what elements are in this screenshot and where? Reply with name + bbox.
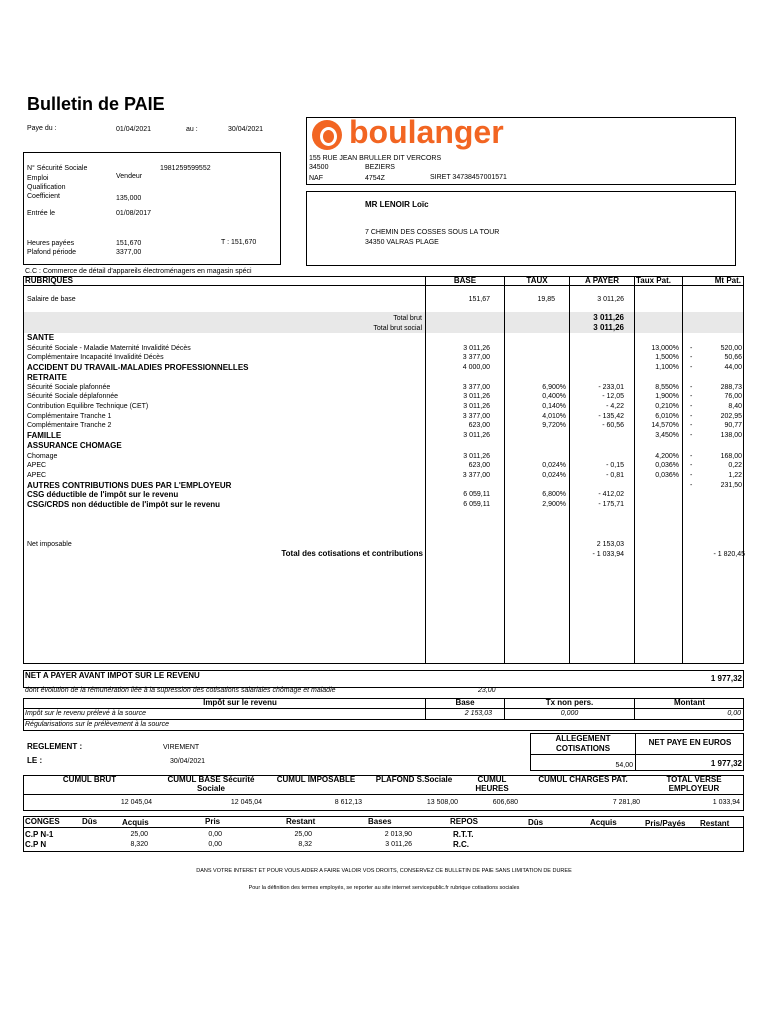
line-a-payer: - 175,71 — [598, 501, 624, 508]
line-label: Sécurité Sociale déplafonnée — [27, 393, 119, 400]
line-label: CSG déductible de l'impôt sur le revenu — [27, 490, 179, 499]
line-base: 3 011,26 — [463, 453, 490, 460]
line-taux-pat: 13,000% — [651, 345, 679, 352]
line-mt-pat: 44,00 — [724, 364, 742, 371]
line-taux-pat: 4,200% — [655, 453, 679, 460]
net-imposable-label: Net imposable — [27, 541, 72, 548]
cumul-value: 13 508,00 — [426, 799, 458, 806]
au-label: au : — [186, 126, 198, 133]
cumul-value: 606,680 — [492, 799, 518, 806]
cumul-header: CUMUL BASE Sécurité Sociale — [167, 775, 255, 793]
line-dash: - — [690, 472, 693, 479]
line-taux-pat: 1,500% — [655, 354, 679, 361]
line-label: Contribution Equilibre Technique (CET) — [27, 403, 149, 410]
line-mt-pat: 520,00 — [720, 345, 742, 352]
conges-h: CONGES — [25, 817, 60, 826]
entree-value: 01/08/2017 — [116, 210, 152, 217]
secu-label: N° Sécurité Sociale — [27, 165, 88, 172]
line-base: 3 377,00 — [462, 354, 490, 361]
conges-h-repos: REPOS — [450, 817, 479, 826]
conges-row-pris: 0,00 — [208, 841, 222, 848]
coef-label: Coefficient — [27, 193, 60, 200]
total-brut-social-label: Total brut social — [373, 325, 422, 332]
line-a-payer: - 0,81 — [606, 472, 624, 479]
line-base: 3 011,26 — [463, 345, 490, 352]
line-mt-pat: 138,00 — [720, 432, 742, 439]
net-avant-impot-value: 1 977,32 — [710, 674, 742, 683]
line-mt-pat: 0,22 — [728, 462, 742, 469]
conges-row-pris: 0,00 — [208, 831, 222, 838]
cumul-header: CUMUL HEURES — [475, 775, 509, 793]
line-taux-pat: 3,450% — [655, 432, 679, 439]
conges-row-bases: 3 011,26 — [385, 841, 412, 848]
line-mt-pat: 168,00 — [720, 453, 742, 460]
reglement-value: VIREMENT — [163, 744, 200, 751]
net-paye-label: NET PAYE EN EUROS — [648, 738, 732, 747]
col-mt-pat: Mt Pat. — [714, 276, 741, 285]
line-taux: 6,900% — [542, 384, 566, 391]
cumul-value: 8 612,13 — [334, 799, 362, 806]
cumul-value: 12 045,04 — [120, 799, 152, 806]
line-base: 3 011,26 — [463, 432, 490, 439]
total-brut-social-value: 3 011,26 — [593, 323, 624, 332]
line-a-payer: - 135,42 — [598, 413, 624, 420]
plafond-value: 3377,00 — [116, 249, 142, 256]
impot-row2: Régularisations sur le prélèvement à la source — [25, 721, 169, 728]
net-avant-impot-note-value: 23,00 — [478, 687, 496, 694]
date-from: 01/04/2021 — [116, 126, 152, 133]
line-label: APEC — [27, 472, 47, 479]
line-base: 6 059,11 — [463, 501, 490, 508]
cumul-value: 12 045,04 — [230, 799, 262, 806]
date-to: 30/04/2021 — [228, 126, 264, 133]
line-base: 6 059,11 — [463, 491, 490, 498]
le-label: LE : — [27, 756, 43, 765]
line-taux: 6,800% — [542, 491, 566, 498]
line-taux-pat: 1,100% — [655, 364, 679, 371]
conges-h-dus2: Dûs — [528, 818, 544, 827]
line-label: RETRAITE — [27, 373, 67, 382]
line-taux: 0,024% — [542, 472, 566, 479]
cumul-header: CUMUL CHARGES PAT. — [538, 775, 628, 784]
salaire-label: Salaire de base — [27, 296, 76, 303]
line-a-payer: - 12,05 — [602, 393, 624, 400]
paye-du-label: Paye du : — [27, 125, 57, 132]
line-mt-pat: 50,66 — [724, 354, 742, 361]
cumul-header: PLAFOND S.Sociale — [375, 775, 453, 784]
conges-h-pris: Pris — [205, 817, 221, 826]
boulanger-logo-icon — [312, 120, 342, 150]
total-brut-label: Total brut — [393, 315, 422, 322]
conges-h-acquis: Acquis — [122, 818, 149, 827]
line-dash: - — [690, 413, 693, 420]
main-table — [23, 276, 744, 664]
line-dash: - — [690, 432, 693, 439]
line-a-payer: - 60,56 — [602, 422, 624, 429]
net-imposable-value: 2 153,03 — [596, 541, 624, 548]
conges-h-bases: Bases — [368, 817, 392, 826]
cumul-value: 1 033,94 — [712, 799, 740, 806]
entree-label: Entrée le — [27, 210, 56, 217]
line-mt-pat: 90,77 — [724, 422, 742, 429]
line-a-payer: - 4,22 — [606, 403, 624, 410]
line-dash: - — [690, 462, 693, 469]
col-a-payer: A PAYER — [585, 276, 619, 285]
line-taux: 0,140% — [542, 403, 566, 410]
line-taux: 2,900% — [542, 501, 566, 508]
recipient-name: MR LENOIR Loïc — [365, 200, 429, 209]
employer-logo: boulanger — [349, 114, 504, 150]
heures-label: Heures payées — [27, 240, 75, 247]
line-label: ASSURANCE CHOMAGE — [27, 441, 122, 450]
col-base: BASE — [453, 276, 477, 285]
conges-h-dus: Dûs — [82, 817, 98, 826]
line-mt-pat: 1,22 — [728, 472, 742, 479]
allegement-label: ALLEGEMENT COTISATIONS — [555, 734, 611, 753]
line-taux-pat: 0,036% — [655, 462, 679, 469]
conges-row-restant: 25,00 — [294, 831, 312, 838]
conges-row-label: C.P N-1 — [25, 830, 54, 839]
salaire-taux: 19,85 — [537, 296, 555, 303]
line-base: 4 000,00 — [462, 364, 490, 371]
conges-h-restant2: Restant — [700, 819, 730, 828]
line-taux: 9,720% — [542, 422, 566, 429]
conges-row-repos: R.C. — [453, 840, 469, 849]
footer-line1: DANS VOTRE INTERET ET POUR VOUS AIDER A FAIRE VALOIR VOS DROITS, CONSERVEZ CE BULLETIN DE PAIE SANS LIMITATION DE DUREE — [196, 868, 572, 874]
impot-montant: 0,00 — [727, 710, 741, 717]
line-taux: 0,400% — [542, 393, 566, 400]
conges-row-repos: R.T.T. — [453, 830, 474, 839]
line-dash: - — [690, 364, 693, 371]
heures-value: 151,670 — [116, 240, 142, 247]
impot-header: Impôt sur le revenu — [203, 698, 277, 707]
conges-h-acquis2: Acquis — [590, 818, 617, 827]
cumul-header: CUMUL BRUT — [62, 775, 117, 784]
col-taux: TAUX — [526, 276, 548, 285]
line-label: Sécurité Sociale - Maladie Maternité Invalidité Décès — [27, 345, 191, 352]
cumul-header: TOTAL VERSE EMPLOYEUR — [666, 775, 722, 793]
col-taux-pat: Taux Pat. — [636, 276, 671, 285]
line-base: 3 377,00 — [462, 472, 490, 479]
line-taux-pat: 0,210% — [655, 403, 679, 410]
line-label: FAMILLE — [27, 431, 62, 440]
line-taux-pat: 1,900% — [655, 393, 679, 400]
employer-city: BEZIERS — [365, 164, 395, 171]
line-dash: - — [690, 393, 693, 400]
line-dash: - — [690, 422, 693, 429]
net-paye-value: 1 977,32 — [710, 759, 742, 768]
reglement-label: REGLEMENT : — [27, 742, 83, 751]
allegement-value: 54,00 — [615, 762, 633, 769]
line-label: Complémentaire Tranche 2 — [27, 422, 112, 429]
line-label: Sécurité Sociale plafonnée — [27, 384, 111, 391]
total-cotis-sal: - 1 033,94 — [592, 551, 624, 558]
line-a-payer: - 0,15 — [606, 462, 624, 469]
line-label: SANTE — [27, 333, 55, 342]
line-dash: - — [690, 354, 693, 361]
line-taux-pat: 6,010% — [655, 413, 679, 420]
salaire-payer: 3 011,26 — [597, 296, 624, 303]
line-base: 3 377,00 — [462, 413, 490, 420]
recipient-address1: 7 CHEMIN DES COSSES SOUS LA TOUR — [365, 229, 500, 236]
line-label: APEC — [27, 462, 47, 469]
line-taux-pat: 14,570% — [651, 422, 679, 429]
conges-row-restant: 8,32 — [298, 841, 312, 848]
total-hours: T : 151,670 — [221, 239, 257, 246]
line-dash: - — [690, 384, 693, 391]
line-base: 623,00 — [468, 422, 490, 429]
net-avant-impot-note: dont évolution de la rémunération liée à la supression des cotisations salariales chômage et maladie — [25, 687, 336, 694]
recipient-address2: 34350 VALRAS PLAGE — [365, 239, 439, 246]
col-rubriques: RUBRIQUES — [25, 276, 74, 285]
salaire-base: 151,67 — [468, 296, 490, 303]
conges-row-bases: 2 013,90 — [384, 831, 412, 838]
total-cotis-label: Total des cotisations et contributions — [281, 549, 423, 558]
line-label: ACCIDENT DU TRAVAIL-MALADIES PROFESSIONNELLES — [27, 363, 249, 372]
convention: C.C : Commerce de détail d'appareils électroménagers en magasin spéci — [25, 268, 252, 275]
naf-label: NAF — [309, 175, 323, 182]
coef-value: 135,000 — [116, 195, 142, 202]
plafond-label: Plafond période — [27, 249, 77, 256]
line-mt-pat: 231,50 — [720, 482, 742, 489]
page-title: Bulletin de PAIE — [27, 94, 165, 114]
line-mt-pat: 288,73 — [720, 384, 742, 391]
employer-address: 155 RUE JEAN BRULLER DIT VERCORS — [309, 155, 442, 162]
qualif-label: Qualification — [27, 184, 66, 191]
line-taux-pat: 0,036% — [655, 472, 679, 479]
conges-h-restant: Restant — [286, 817, 316, 826]
cumul-header: CUMUL IMPOSABLE — [276, 775, 356, 784]
line-base: 3 011,26 — [463, 393, 490, 400]
net-avant-impot-label: NET A PAYER AVANT IMPOT SUR LE REVENU — [25, 671, 200, 680]
line-dash: - — [690, 403, 693, 410]
impot-base: 2 153,03 — [464, 710, 492, 717]
conges-h-prispayes: Pris/Payés — [645, 819, 686, 828]
line-label: CSG/CRDS non déductible de l'impôt sur le revenu — [27, 500, 221, 509]
line-label: Complémentaire Tranche 1 — [27, 413, 112, 420]
le-value: 30/04/2021 — [170, 758, 206, 765]
employer-postcode: 34500 — [309, 164, 329, 171]
line-taux-pat: 8,550% — [655, 384, 679, 391]
impot-tx-header: Tx non pers. — [545, 698, 594, 707]
line-base: 3 377,00 — [462, 384, 490, 391]
impot-tx: 0,000 — [560, 710, 579, 717]
impot-montant-header: Montant — [673, 698, 706, 707]
emploi-value: Vendeur — [116, 173, 143, 180]
impot-base-header: Base — [455, 698, 475, 707]
line-taux: 4,010% — [542, 413, 566, 420]
line-label: Chomage — [27, 453, 58, 460]
line-mt-pat: 202,95 — [720, 413, 742, 420]
conges-row-acquis: 8,320 — [130, 841, 148, 848]
emploi-label: Emploi — [27, 175, 49, 182]
conges-row-acquis: 25,00 — [130, 831, 148, 838]
footer-line2: Pour la définition des termes employés, se reporter au site internet servicepublic.fr rubrique cotisations sociales — [248, 885, 520, 891]
conges-row-label: C.P N — [25, 840, 47, 849]
line-a-payer: - 233,01 — [598, 384, 624, 391]
line-dash: - — [690, 482, 693, 489]
line-label: Complémentaire Incapacité Invalidité Décès — [27, 354, 164, 361]
secu-value: 1981259599552 — [160, 165, 211, 172]
line-label: AUTRES CONTRIBUTIONS DUES PAR L'EMPLOYEUR — [27, 481, 232, 490]
line-base: 3 011,26 — [463, 403, 490, 410]
naf-value: 4754Z — [365, 175, 385, 182]
siret: SIRET 34738457001571 — [430, 174, 507, 181]
line-mt-pat: 76,00 — [724, 393, 742, 400]
total-brut-value: 3 011,26 — [593, 313, 624, 322]
line-dash: - — [690, 453, 693, 460]
line-a-payer: - 412,02 — [598, 491, 624, 498]
cumul-value: 7 281,80 — [612, 799, 640, 806]
line-taux: 0,024% — [542, 462, 566, 469]
total-cotis-pat: - 1 820,45 — [713, 551, 745, 558]
line-dash: - — [690, 345, 693, 352]
impot-row1: Impôt sur le revenu prélevé à la source — [25, 710, 147, 717]
line-mt-pat: 8,40 — [728, 403, 742, 410]
line-base: 623,00 — [468, 462, 490, 469]
